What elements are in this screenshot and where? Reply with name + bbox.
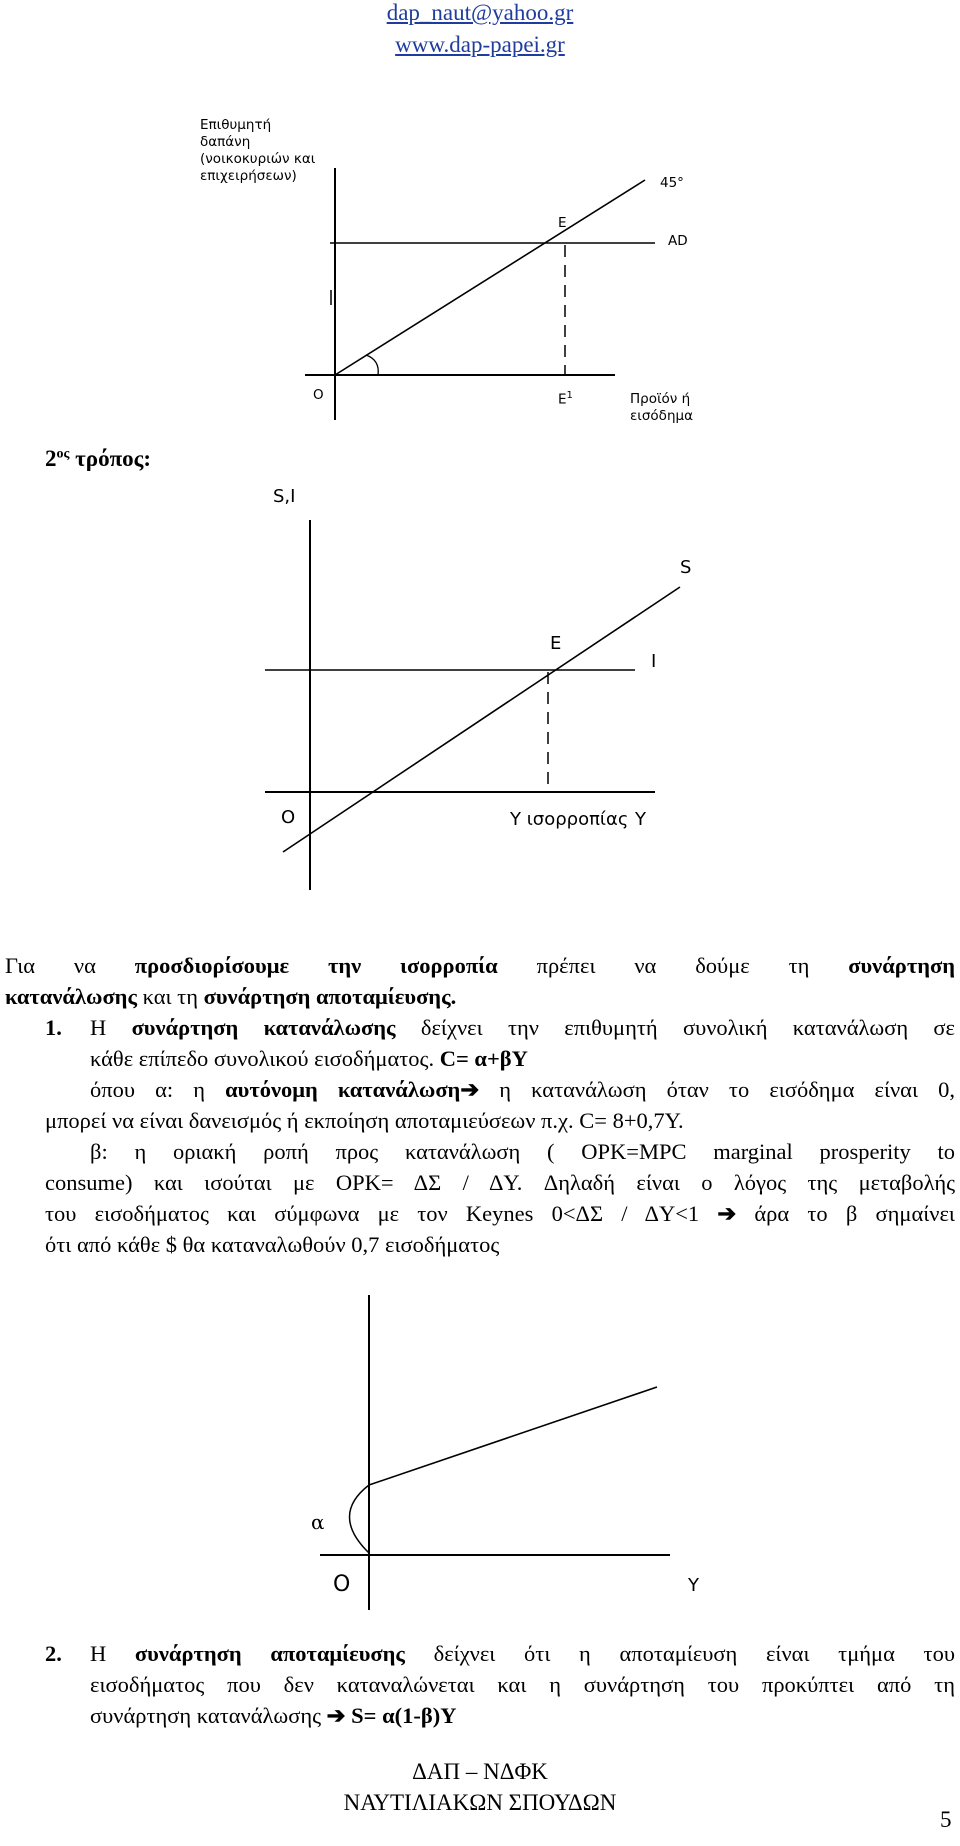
item1-line4: μπορεί να είναι δανεισμός ή εκποίηση αποταμιεύσεων π.χ. C= 8+0,7Y.	[45, 1108, 684, 1133]
diagram-saving-investment	[0, 480, 960, 900]
label-alpha: α	[311, 1510, 325, 1534]
diagram-consumption-function	[0, 1290, 960, 1620]
label-i: I	[651, 651, 657, 672]
item2-line1: Η συνάρτηση αποταμίευσης δείχνει ότι η αποταμίευση είναι τμήμα του	[90, 1641, 955, 1666]
consumption-line	[369, 1387, 657, 1485]
item1-line7: του εισοδήματος και σύμφωνα με τον Keynes 0<ΔΣ / ΔY<1 ➔ άρα το β σημαίνει	[45, 1201, 955, 1226]
label-origin: O	[313, 387, 324, 403]
diagram-saving-investment-lines	[0, 480, 960, 900]
diagram-aggregate-demand-lines	[0, 0, 960, 440]
angle-arc	[366, 355, 378, 375]
label-s: S	[680, 557, 692, 578]
label-point-e: E	[550, 633, 562, 654]
intro-paragraph-line2: κατανάλωσης και τη συνάρτηση αποταμίευσης.	[5, 984, 457, 1009]
label-y: Y	[688, 1575, 699, 1596]
item1-line6: consume) και ισούται με ΟΡΚ= ΔΣ / ΔY. Δηλαδή είναι ο λόγος της μεταβολής	[45, 1170, 955, 1195]
item1-line1: Η συνάρτηση κατανάλωσης δείχνει την επιθυμητή συνολική κατανάλωση σε	[90, 1015, 955, 1040]
item-number-1: 1.	[45, 1015, 62, 1040]
label-e1: $E^1$	[558, 390, 573, 408]
label-equilibrium-y: Y ισορροπίας	[510, 809, 629, 830]
line-45	[335, 180, 645, 375]
y-axis-label: Επιθυμητή δαπάνη (νοικοκυριών και επιχειρήσεων)	[200, 117, 316, 184]
footer-line1: ΔΑΠ – ΝΔΦΚ	[412, 1759, 548, 1784]
header-email[interactable]: dap_naut@yahoo.gr	[386, 0, 574, 25]
label-y: Y	[635, 809, 646, 830]
item2-line3: συνάρτηση κατανάλωσης ➔ S= α(1-β)Y	[90, 1703, 457, 1728]
x-axis-label: Προϊόν ή εισόδημα	[630, 391, 693, 424]
label-45: 45°	[660, 175, 684, 191]
footer-line2: ΝΑΥΤΙΛΙΑΚΩΝ ΣΠΟΥΔΩΝ	[343, 1790, 617, 1815]
y-axis-label: S,I	[273, 486, 296, 507]
item1-line5: β: η οριακή ροπή προς κατανάλωση ( ΟΡΚ=MPC marginal prosperity to	[90, 1139, 955, 1164]
alpha-brace	[350, 1485, 370, 1553]
label-point-e: E	[558, 215, 567, 231]
arrow-icon: ➔	[460, 1077, 480, 1102]
header-website[interactable]: www.dap-papei.gr	[395, 32, 565, 57]
item1-line2: κάθε επίπεδο συνολικού εισοδήματος. C= α+βY	[90, 1046, 528, 1071]
label-origin: O	[333, 1572, 351, 1597]
item2-line2: εισοδήματος που δεν καταναλώνεται και η συνάρτηση του προκύπτει από τη	[90, 1672, 955, 1697]
section-heading: $2^{o\varsigma}$ τρόπος:	[45, 446, 152, 471]
item-number-2: 2.	[45, 1641, 62, 1666]
arrow-icon: ➔	[717, 1201, 737, 1226]
diagram-aggregate-demand	[0, 0, 960, 440]
label-ad: AD	[668, 233, 688, 249]
page-number: 5	[940, 1807, 952, 1832]
label-origin: O	[281, 807, 296, 828]
item1-line3: όπου α: η αυτόνομη κατανάλωση➔ η κατανάλωση όταν το εισόδημα είναι 0,	[90, 1077, 955, 1102]
diagram-consumption-lines	[0, 1290, 960, 1620]
arrow-icon: ➔	[326, 1703, 346, 1728]
intro-paragraph-line1: Για να προσδιορίσουμε την ισορροπία πρέπει να δούμε τη συνάρτηση	[5, 953, 955, 978]
item1-line8: ότι από κάθε $ θα καταναλωθούν 0,7 εισοδήματος	[45, 1232, 500, 1257]
